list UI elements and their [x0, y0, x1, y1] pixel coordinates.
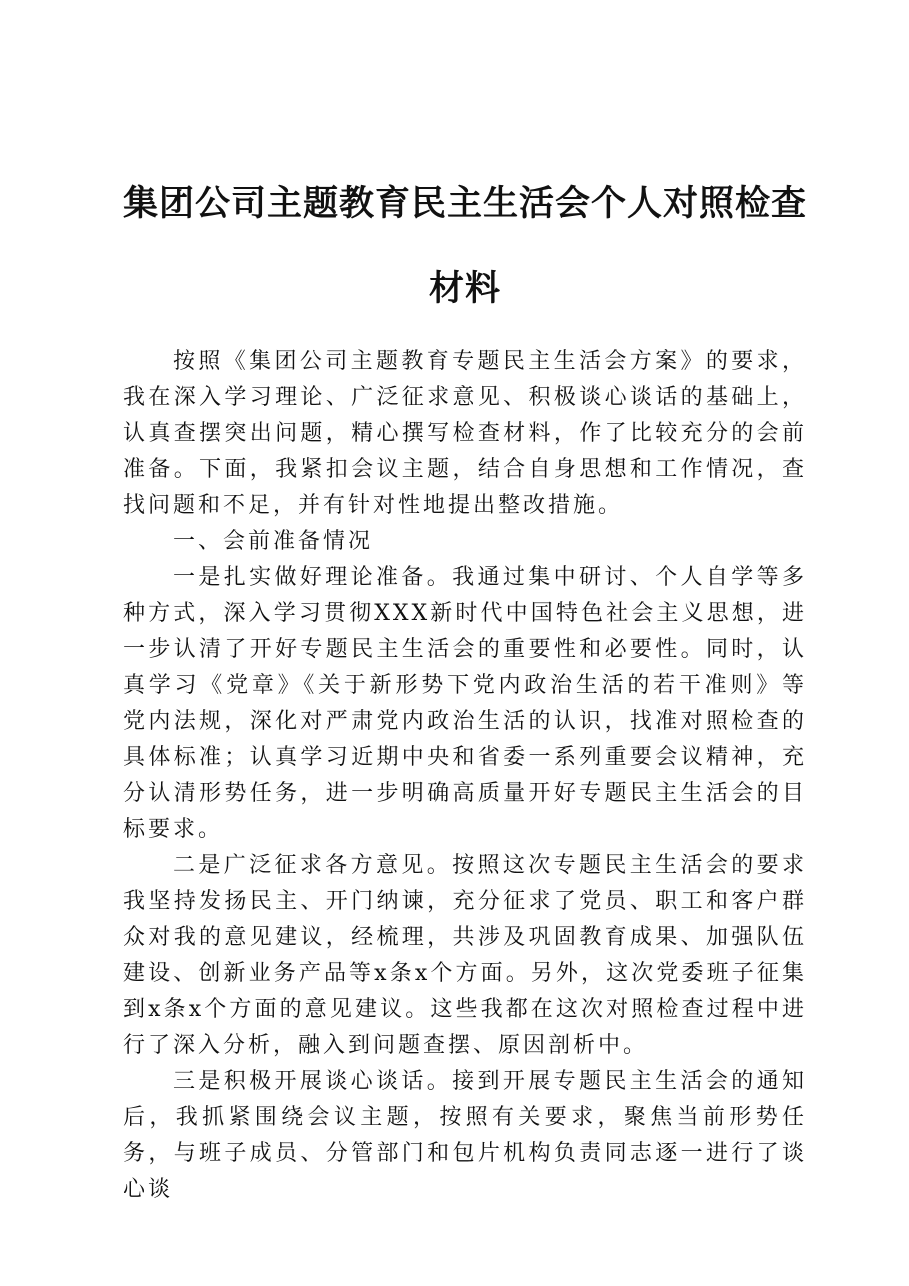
paragraph-solicit-opinions: 二是广泛征求各方意见。按照这次专题民主生活会的要求我坚持发扬民主、开门纳谏，充分征求了党员、职工和客户群众对我的意见建议，经梳理，共涉及巩固教育成果、加强队伍建设、创新业务产品等x条x个方面。另外，这次党委班子征集到x条x个方面的意见建议。这些我都在这次对照检查过程中进行了深入分析，融入到问题查摆、原因剖析中。	[123, 853, 807, 1058]
document-body	[123, 344, 807, 1208]
paragraph-heart-talks: 三是积极开展谈心谈话。接到开展专题民主生活会的通知后，我抓紧围绕会议主题，按照有关要求，聚焦当前形势任务，与班子成员、分管部门和包片机构负责同志逐一进行了谈心谈	[123, 1069, 807, 1202]
section-heading-preparation: 一、会前准备情况	[173, 529, 374, 554]
paragraph-intro: 按照《集团公司主题教育专题民主生活会方案》的要求，我在深入学习理论、广泛征求意见、积极谈心谈话的基础上，认真查摆突出问题，精心撰写检查材料，作了比较充分的会前准备。下面，我紧扣会议主题，结合自身思想和工作情况，查找问题和不足，并有针对性地提出整改措施。	[123, 349, 807, 518]
paragraph-theory-preparation: 一是扎实做好理论准备。我通过集中研讨、个人自学等多种方式，深入学习贯彻XXX新时代中国特色社会主义思想，进一步认清了开好专题民主生活会的重要性和必要性。同时，认真学习《党章》《关于新形势下党内政治生活的若干准则》等党内法规，深化对严肃党内政治生活的认识，找准对照检查的具体标准；认真学习近期中央和省委一系列重要会议精神，充分认清形势任务，进一步明确高质量开好专题民主生活会的目标要求。	[123, 565, 807, 842]
document-title: 集团公司主题教育民主生活会个人对照检查材料	[122, 184, 807, 309]
